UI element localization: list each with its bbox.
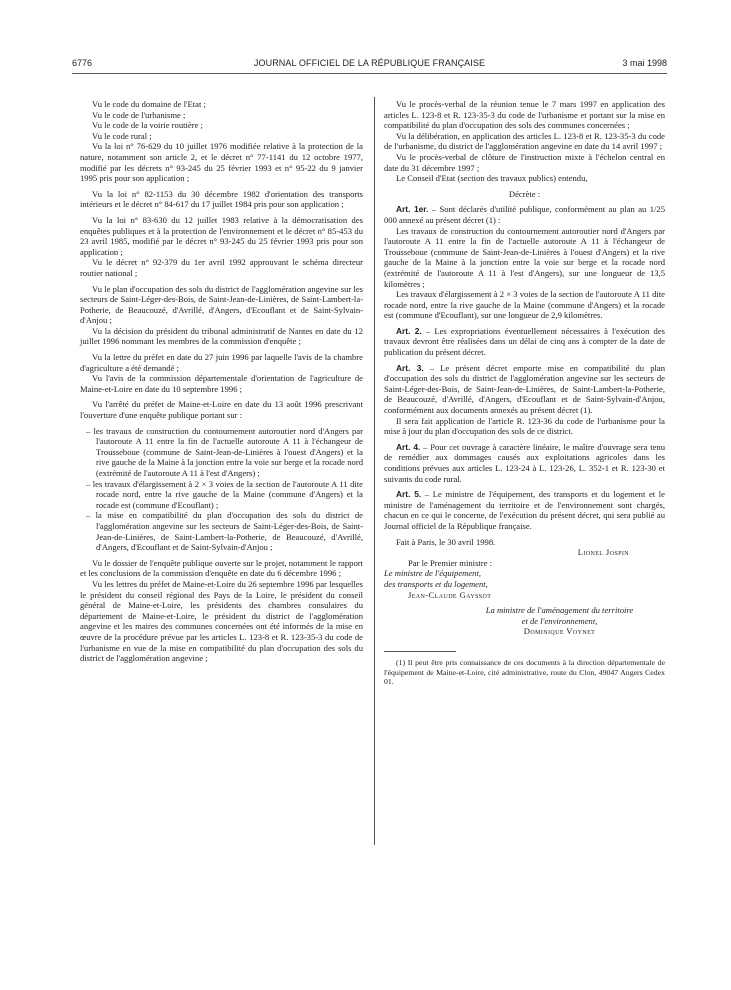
article-label: Art. 4. [396, 441, 421, 452]
article-3: Art. 3. – Le présent décret emporte mise en compatibilité du plan d'occupation des sols du district de l'agglomération angevine sur les secteurs de Saint-Léger-des-Bois, de Saint-Jean-de-Linières, de Saint-Lambert-la-Potherie, de Beaucouzé, d'Avrillé, d'Angers, d'Ecouflant et de Saint-Sylvain-d'Anjou, conformément aux documents annexés au présent décret (1). [384, 362, 665, 416]
minister-2-title-a: La ministre de l'aménagement du territoire [485, 605, 634, 616]
list-item: – la mise en compatibilité du plan d'occupation des sols du district de l'agglomération angevine sur les secteurs de Saint-Léger-des-Bois, de Saint-Jean-de-Linières, de Saint-Lambert-la-Potherie, de Beaucouzé, d'Avrillé, d'Angers, d'Ecouflant et de Saint-Sylvain-d'Anjou ; [86, 510, 363, 553]
visa-paragraph: Vu le code rural ; [92, 130, 152, 141]
visa-paragraph: Vu le code de la voirie routière ; [92, 120, 203, 131]
article-paragraph: Les travaux d'élargissement à 2 × 3 voies de la section de l'autoroute A 11 dite rocade nord, entre la rive gauche de la Maine (commune d'Angers) et la rocade est (commune d'Ecouflant), sur une longueur de 2,9 kilomètres. [384, 289, 665, 321]
article-paragraph: Il sera fait application de l'article R. 123-36 du code de l'urbanisme pour la mise à jour du plan d'occupation des sols de ce district. [384, 415, 665, 437]
visa-paragraph: Vu le procès-verbal de clôture de l'instruction mixte à l'échelon central en date du 31 décembre 1997 ; [384, 151, 665, 173]
visa-paragraph: Vu les lettres du préfet de Maine-et-Loire du 26 septembre 1996 par lesquelles le président du conseil régional des Pays de la Loire, le président du conseil général de Maine-et-Loire, les présidents des chambres consulaires du département de Maine-et-Loire, le président du district de l'agglomération angevine et les maires des communes concernées ont été informés de la mise en œuvre de la procédure prévue par les articles L. 123-8 et R. 123-35-3 du code de l'urbanisme en vue de la mise en compatibilité du plan d'occupation des sols du district de l'agglomération angevine ; [80, 578, 363, 664]
visa-paragraph: Vu la décision du président du tribunal administratif de Nantes en date du 12 juillet 1996 nommant les membres de la commission d'enquête ; [80, 325, 363, 347]
visa-paragraph: Vu la loi n° 76-629 du 10 juillet 1976 modifiée relative à la protection de la nature, notamment son article 2, et le décret n° 77-1141 du 12 octobre 1977, modifié par les décrets n° 93-245 du 25 février 1993 et n° 95-22 du 9 janvier 1995 pris pour son application ; [80, 141, 363, 184]
article-1: Art. 1er. – Sont déclarés d'utilité publique, conformément au plan au 1/25 000 annexé au présent décret (1) : [384, 204, 665, 225]
issue-date: 3 mai 1998 [622, 58, 667, 68]
minister-1-title-b: des transports et du logement, [384, 578, 488, 589]
list-item: – les travaux d'élargissement à 2 × 3 voies de la section de l'autoroute A 11 dite rocade nord, entre la rive gauche de la Maine (commune d'Angers) et la rocade est (commune d'Ecouflant) ; [86, 478, 363, 510]
done-at: Fait à Paris, le 30 avril 1998. [396, 536, 496, 547]
header-rule [72, 73, 667, 74]
footnote-rule [384, 651, 456, 652]
visa-paragraph: Vu la loi n° 83-630 du 12 juillet 1983 relative à la démocratisation des enquêtes publiques et à la protection de l'environnement et le décret n° 85-453 du 23 avril 1985, modifié par le décret n° 93-245 du 25 février 1993 pris pour son application ; [80, 214, 363, 257]
minister-1-title-a: Le ministre de l'équipement, [384, 568, 481, 579]
prime-minister-signature: Lionel Jospin [577, 547, 629, 558]
visa-paragraph: Le Conseil d'Etat (section des travaux publics) entendu, [396, 173, 588, 184]
footnote: (1) Il peut être pris connaissance de ces documents à la direction départementale de l'équipement de Maine-et-Loire, cité administrative, route du Clon, 49047 Angers Cedex 01. [384, 657, 665, 687]
minister-1-signature: Jean-Claude Gayssot [408, 589, 492, 600]
visa-paragraph: Vu l'avis de la commission départementale d'orientation de l'agriculture de Maine-et-Loire en date du 10 septembre 1996 ; [80, 373, 363, 394]
decrete-heading: Décrète : [508, 188, 541, 199]
minister-2-title-b: et de l'environnement, [521, 615, 598, 626]
article-label: Art. 5. [396, 489, 422, 500]
visa-paragraph: Vu le code de l'urbanisme ; [92, 109, 186, 120]
visa-paragraph: Vu le plan d'occupation des sols du district de l'agglomération angevine sur les secteurs de Saint-Léger-des-Bois, de Saint-Jean-de-Linières, de Saint-Lambert-la-Potherie, de Beaucouzé, d'Avrillé, d'Angers, d'Ecouflant et de Saint-Sylvain-d'Anjou ; [80, 283, 363, 326]
article-paragraph: Les travaux de construction du contournement autoroutier nord d'Angers par l'autoroute A 11 entre la fin de l'actuelle autoroute A 11 à l'échangeur de Trousseboue (commune de Saint-Jean-de-Linières à l'ouest d'Angers) et la rive gauche de la Maine à la jonction entre la voie sur berge et la rocade nord (extrémité de l'autoroute A 11 à l'est d'Angers), sur une longueur de 13,5 kilomètres ; [384, 225, 665, 289]
visa-paragraph: Vu le dossier de l'enquête publique ouverte sur le projet, notamment le rapport et les conclusions de la commission d'enquête en date du 6 décembre 1996 ; [80, 557, 363, 579]
page-header [72, 58, 667, 74]
left-column [80, 99, 363, 664]
journal-title: JOURNAL OFFICIEL DE LA RÉPUBLIQUE FRANÇAISE [253, 58, 486, 68]
visa-paragraph: Vu la délibération, en application des articles L. 123-8 et R. 123-35-3 du code de l'urbanisme, du district de l'agglomération angevine en date du 14 avril 1997 ; [384, 130, 665, 152]
article-4: Art. 4. – Pour cet ouvrage à caractère linéaire, le maître d'ouvrage sera tenu de remédier aux dommages causés aux exploitations agricoles dans les conditions prévues aux articles L. 123-24 à L. 123-26, L. 352-1 et R. 123-30 et suivants du code rural. [384, 441, 665, 484]
visa-paragraph: Vu le code du domaine de l'Etat ; [92, 99, 206, 109]
article-label: Art. 2. [396, 325, 422, 336]
list-item: – les travaux de construction du contournement autoroutier nord d'Angers par l'autoroute A 11 entre la fin de l'actuelle autoroute A 11 à l'échangeur de Trousseboue (commune de Saint-Jean-de-Linières à l'ouest d'Angers) et la rive gauche de la Maine à la jonction entre la voie sur berge et la rocade nord (extrémité de l'autoroute A 11 à l'est d'Angers) ; [86, 425, 363, 478]
page-number: 6776 [72, 58, 93, 68]
visa-paragraph: Vu le procès-verbal de la réunion tenue le 7 mars 1997 en application des articles L. 123-8 et R. 123-35-3 du code de l'urbanisme et portant sur la mise en compatibilité du plan d'occupation des sols des communes concernées ; [384, 99, 665, 131]
visa-paragraph: Vu l'arrêté du préfet de Maine-et-Loire en date du 13 août 1996 prescrivant l'ouverture d'une enquête publique portant sur : [80, 399, 363, 421]
right-column [384, 99, 665, 687]
visa-paragraph: Vu la lettre du préfet en date du 27 juin 1996 par laquelle l'avis de la chambre d'agriculture a été demandé ; [80, 352, 363, 373]
column-separator [374, 97, 375, 845]
article-label: Art. 1er. [396, 204, 429, 215]
by-prime-minister: Par le Premier ministre : [408, 557, 493, 568]
minister-2-signature: Dominique Voynet [523, 626, 596, 637]
visa-paragraph: Vu la loi n° 82-1153 du 30 décembre 1982 d'orientation des transports intérieurs et le décret n° 84-617 du 17 juillet 1984 pris pour son application ; [80, 188, 363, 210]
article-5: Art. 5. – Le ministre de l'équipement, des transports et du logement et le ministre de l'aménagement du territoire et de l'environnement sont chargés, chacun en ce qui le concerne, de l'exécution du présent décret, qui sera publié au Journal officiel de la République française. [384, 489, 665, 531]
article-2: Art. 2. – Les expropriations éventuellement nécessaires à l'exécution des travaux devront être réalisées dans un délai de cinq ans à compter de la date de publication du présent décret. [384, 325, 665, 358]
article-label: Art. 3. [396, 362, 424, 373]
visa-paragraph: Vu le décret n° 92-379 du 1er avril 1992 approuvant le schéma directeur routier national ; [80, 257, 363, 278]
